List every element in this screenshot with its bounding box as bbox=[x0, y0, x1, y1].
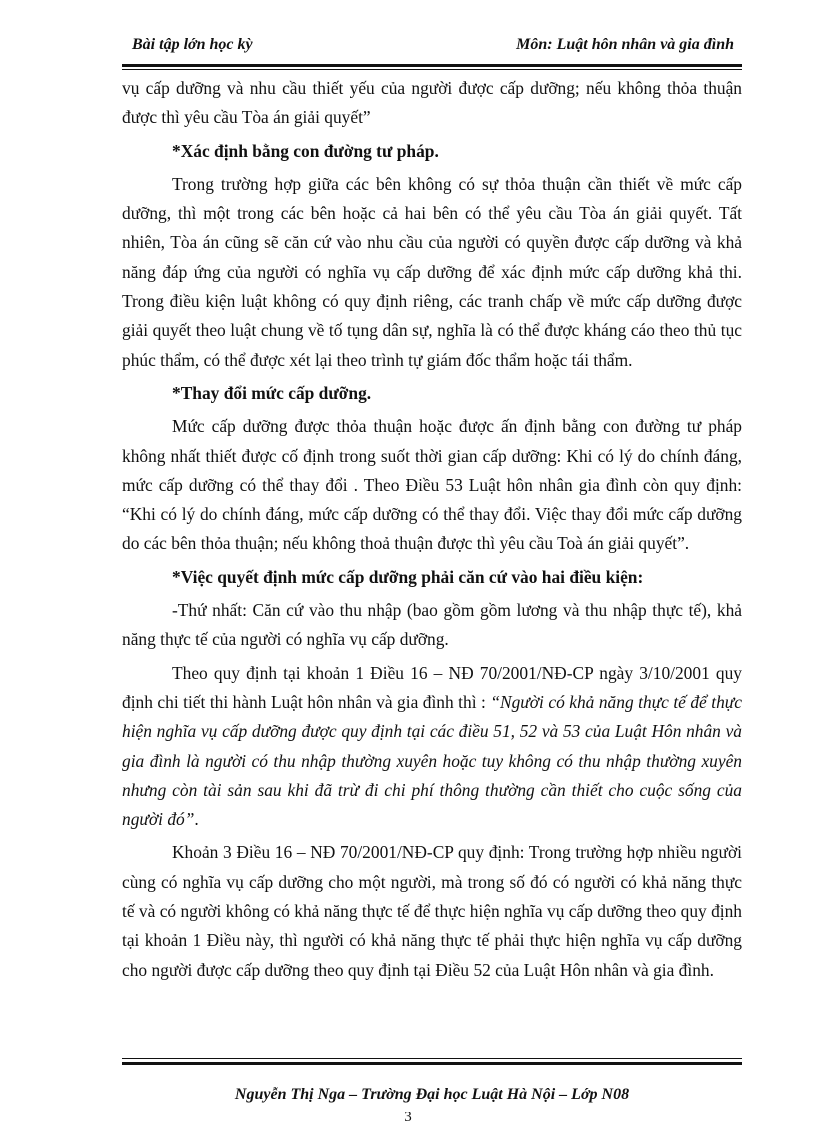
section-heading-conditions: *Việc quyết định mức cấp dưỡng phải căn cứ vào hai điều kiện: bbox=[172, 566, 644, 587]
decree-quote: “Người có khả năng thực tế để thực hiện nghĩa vụ cấp dưỡng được quy định tại các điều 51, 52 và 53 của Luật Hôn nhân và gia đình là người có thu nhập thường xuyên hoặc tuy không có thu nhập thường xuyên nhưng còn tài sản sau khi đã trừ đi chi phí thông thường cần thiết cho cuộc sống của người đó” bbox=[122, 691, 742, 830]
section-heading-change: *Thay đổi mức cấp dưỡng. bbox=[172, 382, 372, 403]
footer-rule-thick bbox=[122, 1062, 742, 1065]
header-rule-thick bbox=[122, 64, 742, 67]
page-header bbox=[122, 34, 742, 58]
header-subject: Môn: Luật hôn nhân và gia đình bbox=[516, 36, 734, 53]
paragraph-first-condition: -Thứ nhất: Căn cứ vào thu nhập (bao gồm gồm lương và thu nhập thực tế), khả năng thực tế của người có nghĩa vụ cấp dưỡng. bbox=[122, 600, 742, 650]
page-number: 3 bbox=[404, 1112, 412, 1123]
document-body bbox=[122, 74, 742, 989]
paragraph-judicial: Trong trường hợp giữa các bên không có sự thỏa thuận cần thiết về mức cấp dưỡng, thì một trong các bên hoặc cả hai bên có thể yêu cầu Tòa án giải quyết. Tất nhiên, Tòa án cũng sẽ căn cứ vào nhu cầu của người có quyền được cấp dưỡng và khả năng đáp ứng của người có nghĩa vụ cấp dưỡng để xác định mức cấp dưỡng khả thi. Trong điều kiện luật không có quy định riêng, các tranh chấp về mức cấp dưỡng được giải quyết theo luật chung về tố tụng dân sự, nghĩa là có thể được kháng cáo theo thủ tục phúc thẩm, có thể được xét lại theo trình tự giám đốc thẩm hoặc tái thẩm. bbox=[122, 173, 742, 370]
paragraph-change: Mức cấp dưỡng được thỏa thuận hoặc được ấn định bằng con đường tư pháp không nhất thiết được cố định trong suốt thời gian cấp dưỡng: Khi có lý do chính đáng, mức cấp dưỡng có thể thay đổi . Theo Điều 53 Luật hôn nhân gia đình còn quy định: “Khi có lý do chính đáng, mức cấp dưỡng có thể thay đổi. Việc thay đổi mức cấp dưỡng do các bên thỏa thuận; nếu không thoả thuận được thì yêu cầu Toà án giải quyết”. bbox=[122, 416, 742, 554]
paragraph-decree-clause-3: Khoản 3 Điều 16 – NĐ 70/2001/NĐ-CP quy định: Trong trường hợp nhiều người cùng có nghĩa vụ cấp dưỡng cho một người, mà trong số đó có người có khả năng thực tế và có người không có khả năng thực tế để thực hiện nghĩa vụ cấp dưỡng theo quy định tại khoản 1 Điều này, thì người có khả năng thực tế phải thực hiện nghĩa vụ cấp dưỡng cho người được cấp dưỡng theo quy định tại Điều 52 của Luật Hôn nhân và gia đình. bbox=[122, 842, 742, 980]
footer-rule-thin bbox=[122, 1058, 742, 1059]
section-heading-judicial: *Xác định bằng con đường tư pháp. bbox=[172, 140, 439, 161]
decree-quote-end: . bbox=[194, 809, 199, 830]
decree-intro-text: Theo quy định tại khoản 1 Điều 16 – NĐ 70/2001/NĐ-CP ngày 3/10/2001 quy định chi tiết thi hành Luật hôn nhân và gia đình thì : bbox=[122, 662, 742, 712]
paragraph-decree-clause-1 bbox=[122, 659, 742, 835]
header-course-title: Bài tập lớn học kỳ bbox=[132, 36, 253, 53]
paragraph-continuation: vụ cấp dưỡng và nhu cầu thiết yếu của người được cấp dưỡng; nếu không thỏa thuận được thì yêu cầu Tòa án giải quyết” bbox=[122, 78, 742, 128]
header-rule-thin bbox=[122, 69, 742, 70]
page-footer: Nguyễn Thị Nga – Trường Đại học Luật Hà Nội – Lớp N08 bbox=[234, 1086, 630, 1103]
